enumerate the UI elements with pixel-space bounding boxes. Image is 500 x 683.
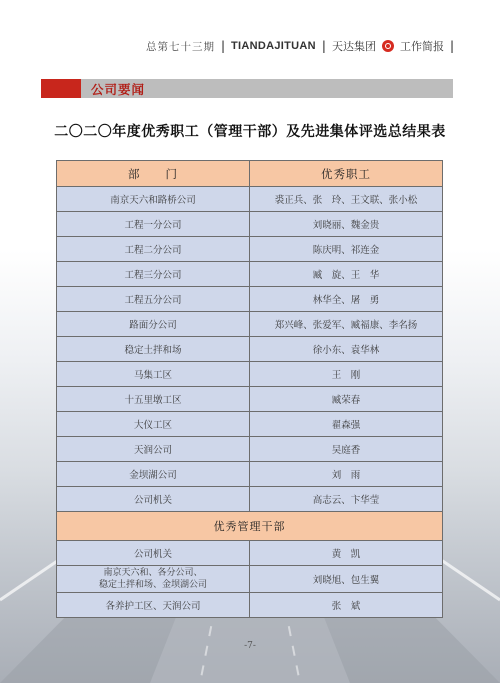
department-cell: 天润公司 — [57, 437, 250, 462]
company-logo-icon — [382, 40, 394, 52]
department-cell: 公司机关 — [57, 541, 250, 566]
names-cell: 吴庭香 — [250, 437, 443, 462]
table-row — [57, 566, 443, 593]
department-line: 南京天六和、各分公司、 — [103, 568, 203, 578]
publication-name: 工作简报 — [399, 40, 444, 53]
manager-section-row — [57, 512, 443, 541]
department-cell: 工程三分公司 — [57, 262, 250, 287]
header-separator: | — [220, 39, 226, 53]
names-cell: 郑兴峰、张爱军、臧福康、李名扬 — [250, 312, 443, 337]
department-cell: 路面分公司 — [57, 312, 250, 337]
names-cell: 陈庆明、祁连金 — [250, 237, 443, 262]
names-cell: 高志云、卞华莹 — [250, 487, 443, 512]
department-cell: 工程二分公司 — [57, 237, 250, 262]
table-row — [57, 262, 443, 287]
table-row — [57, 541, 443, 566]
header-separator: | — [321, 39, 326, 53]
department-cell: 金坝湖公司 — [57, 462, 250, 487]
section-bar — [41, 79, 453, 98]
company-name: 天达集团 — [331, 40, 376, 53]
department-cell: 公司机关 — [57, 487, 250, 512]
department-cell: 工程五分公司 — [57, 287, 250, 312]
department-cell: 各养护工区、天润公司 — [57, 593, 250, 618]
department-cell — [57, 566, 250, 593]
names-cell: 翟森强 — [250, 412, 443, 437]
header-separator: | — [449, 39, 454, 53]
table-row — [57, 412, 443, 437]
department-cell: 马集工区 — [57, 362, 250, 387]
manager-section-title: 优秀管理干部 — [57, 512, 443, 541]
department-cell: 大仪工区 — [57, 412, 250, 437]
names-cell: 臧荣春 — [250, 387, 443, 412]
names-cell: 王 刚 — [250, 362, 443, 387]
table-header-row — [57, 161, 443, 187]
issue-number: 总第七十三期 — [145, 40, 215, 53]
table-row — [57, 593, 443, 618]
table-row — [57, 362, 443, 387]
document-title: 二〇二〇年度优秀职工（管理干部）及先进集体评选总结果表 — [54, 124, 446, 140]
names-cell: 裘正兵、张 玲、王文联、张小松 — [250, 187, 443, 212]
department-cell: 工程一分公司 — [57, 212, 250, 237]
names-cell: 刘 雨 — [250, 462, 443, 487]
names-cell: 徐小东、袁华林 — [250, 337, 443, 362]
names-cell: 黄 凯 — [250, 541, 443, 566]
table-row — [57, 462, 443, 487]
names-cell: 刘晓旭、包生翼 — [250, 566, 443, 593]
table-row — [57, 287, 443, 312]
names-cell: 臧 旋、王 华 — [250, 262, 443, 287]
table-row — [57, 312, 443, 337]
names-cell: 刘晓丽、魏金贵 — [250, 212, 443, 237]
table-row — [57, 337, 443, 362]
department-cell: 稳定土拌和场 — [57, 337, 250, 362]
brand-pinyin: TIANDAJITUAN — [231, 40, 316, 52]
section-accent-block — [41, 79, 81, 98]
table-row — [57, 487, 443, 512]
table-row — [57, 212, 443, 237]
table-row — [57, 187, 443, 212]
results-table — [56, 160, 443, 618]
names-cell: 张 斌 — [250, 593, 443, 618]
table-row — [57, 387, 443, 412]
names-cell: 林华全、屠 勇 — [250, 287, 443, 312]
section-title: 公司要闻 — [91, 82, 146, 97]
department-cell: 南京天六和路桥公司 — [57, 187, 250, 212]
table-row — [57, 437, 443, 462]
header-department: 部 门 — [57, 161, 250, 187]
page-number: -7- — [244, 641, 256, 651]
department-line: 稳定土拌和场、金坝湖公司 — [98, 580, 207, 590]
header-staff: 优秀职工 — [250, 161, 443, 187]
page-header — [146, 39, 454, 53]
table-row — [57, 237, 443, 262]
department-cell: 十五里墩工区 — [57, 387, 250, 412]
